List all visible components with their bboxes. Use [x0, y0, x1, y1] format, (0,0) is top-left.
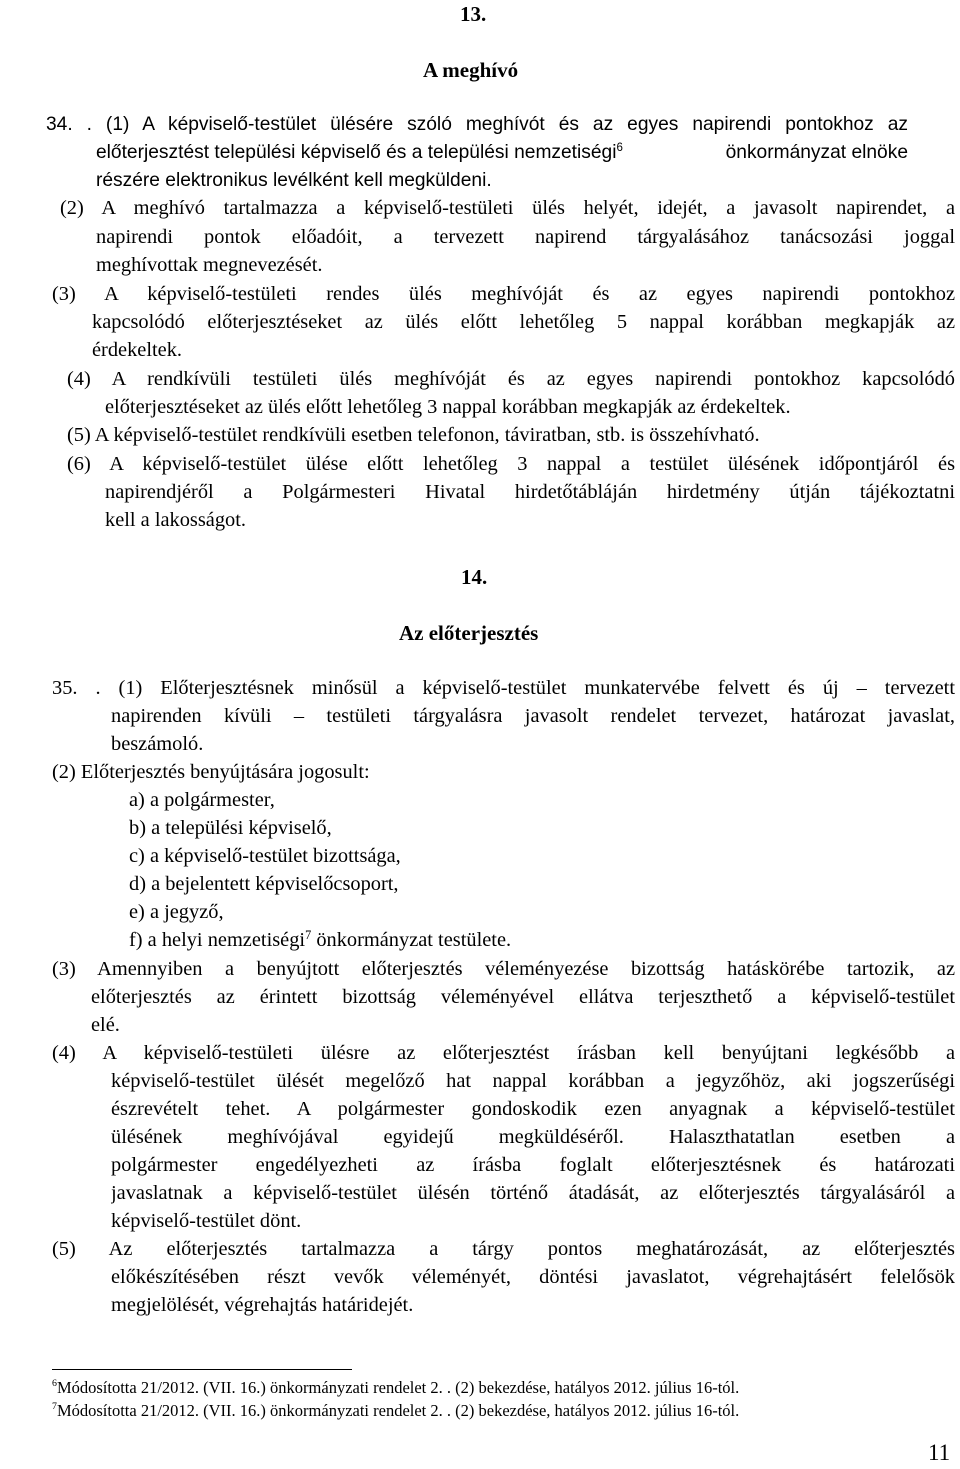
footnote-ref[interactable]: 6	[616, 142, 623, 154]
footnote-number: 6	[52, 1378, 57, 1389]
paragraph-line: beszámoló.	[111, 733, 204, 755]
footnote-number: 7	[52, 1401, 57, 1412]
paragraph-line: 35. . (1) Előterjesztésnek minősül a képviselő-testület munkatervébe felvett és új – tervezett	[52, 677, 955, 699]
paragraph-line: 34. . (1) A képviselő-testület ülésére szóló meghívót és az egyes napirendi pontokhoz az	[46, 114, 908, 135]
paragraph-line: megjelölését, végrehajtás határidejét.	[111, 1294, 414, 1316]
section-number: 13.	[460, 2, 487, 26]
list-item	[129, 929, 511, 952]
paragraph-line: (4) A képviselő-testületi ülésre az előterjesztést írásban kell benyújtani legkésőbb a	[52, 1042, 955, 1064]
paragraph-line: javaslatnak a képviselő-testület ülésén történő átadását, az előterjesztés tárgyalásáról a	[111, 1182, 955, 1204]
paragraph-line: képviselő-testület ülését megelőző hat nappal korábban a jegyzőhöz, aki jogszerűségi	[111, 1070, 955, 1092]
text-run: f) a helyi nemzetiségi	[129, 929, 306, 951]
paragraph-line: előterjesztés az érintett bizottság véleményével ellátva terjeszthető a képviselő-testület	[91, 986, 955, 1008]
text-run: önkormányzat elnöke	[725, 142, 908, 163]
section-number: 14.	[461, 565, 488, 589]
paragraph-line: napirenden kívüli – testületi tárgyalásra javasolt rendelet tervezet, határozat javaslat,	[111, 705, 955, 727]
page-number: 11	[928, 1440, 951, 1465]
footnote	[52, 1378, 739, 1398]
paragraph-line: (2) Előterjesztés benyújtására jogosult:	[52, 761, 370, 783]
paragraph-line: kell a lakosságot.	[105, 509, 247, 531]
text-run: önkormányzat testülete.	[311, 929, 512, 951]
paragraph-line	[96, 142, 908, 164]
paragraph-line: előkészítésében részt vevők véleményét, döntési javaslatot, végrehajtásért felelősök	[111, 1266, 955, 1288]
paragraph-line: meghívottak megnevezését.	[96, 254, 323, 276]
list-item: e) a jegyző,	[129, 901, 224, 923]
paragraph-line: (4) A rendkívüli testületi ülés meghívóját és az egyes napirendi pontokhoz kapcsolódó	[67, 368, 955, 390]
paragraph-line: elé.	[91, 1014, 120, 1036]
footnote	[52, 1401, 739, 1421]
paragraph-line: polgármester engedélyezheti az írásba foglalt előterjesztésnek és határozati	[111, 1154, 955, 1176]
paragraph-line: előterjesztéseket az ülés előtt lehetőleg 3 nappal korábban megkapják az érdekeltek.	[105, 396, 791, 418]
paragraph-line: érdekeltek.	[92, 339, 183, 361]
footnote-ref[interactable]: 7	[305, 928, 312, 942]
footnote-text: Módosította 21/2012. (VII. 16.) önkormányzati rendelet 2. . (2) bekezdése, hatályos 2012. július 16-tól.	[56, 1401, 740, 1420]
paragraph-line: (5) Az előterjesztés tartalmazza a tárgy pontos meghatározását, az előterjesztés	[52, 1238, 955, 1260]
section-title: Az előterjesztés	[399, 621, 539, 645]
paragraph-line: napirendi pontok előadóit, a tervezett napirend tárgyalásához tanácsozási joggal	[96, 226, 955, 248]
paragraph-line: kapcsolódó előterjesztéseket az ülés előtt lehetőleg 5 nappal korábban megkapják az	[92, 311, 955, 333]
list-item: d) a bejelentett képviselőcsoport,	[129, 873, 399, 895]
section-title: A meghívó	[423, 58, 519, 82]
footnote-divider	[52, 1369, 352, 1370]
footnote-text: Módosította 21/2012. (VII. 16.) önkormányzati rendelet 2. . (2) bekezdése, hatályos 2012. július 16-tól.	[56, 1378, 740, 1397]
list-item: c) a képviselő-testület bizottsága,	[129, 845, 401, 867]
paragraph-line: (3) Amennyiben a benyújtott előterjesztés véleményezése bizottság hatáskörébe tartozik, az	[52, 958, 955, 980]
paragraph-line: ülésének meghívójával egyidejű megküldéséről. Halaszthatatlan esetben a	[111, 1126, 955, 1148]
paragraph-line: észrevételt tehet. A polgármester gondoskodik ezen anyagnak a képviselő-testület	[111, 1098, 955, 1120]
list-item: a) a polgármester,	[129, 789, 275, 811]
paragraph-line: képviselő-testület dönt.	[111, 1210, 302, 1232]
paragraph-line: (6) A képviselő-testület ülése előtt lehetőleg 3 nappal a testület ülésének időpontjáról és	[67, 453, 955, 475]
text-run: előterjesztést települési képviselő és a települési nemzetiségi	[96, 142, 617, 163]
paragraph-line: (3) A képviselő-testületi rendes ülés meghívóját és az egyes napirendi pontokhoz	[52, 283, 955, 305]
list-item: b) a települési képviselő,	[129, 817, 332, 839]
paragraph-line: (5) A képviselő-testület rendkívüli esetben telefonon, táviratban, stb. is összehívható.	[67, 424, 760, 446]
paragraph-line: (2) A meghívó tartalmazza a képviselő-testületi ülés helyét, idejét, a javasolt napirendet, a	[60, 197, 955, 219]
paragraph-line: napirendjéről a Polgármesteri Hivatal hirdetőtábláján hirdetmény útján tájékoztatni	[105, 481, 955, 503]
paragraph-line: részére elektronikus levélként kell megküldeni.	[96, 170, 492, 191]
